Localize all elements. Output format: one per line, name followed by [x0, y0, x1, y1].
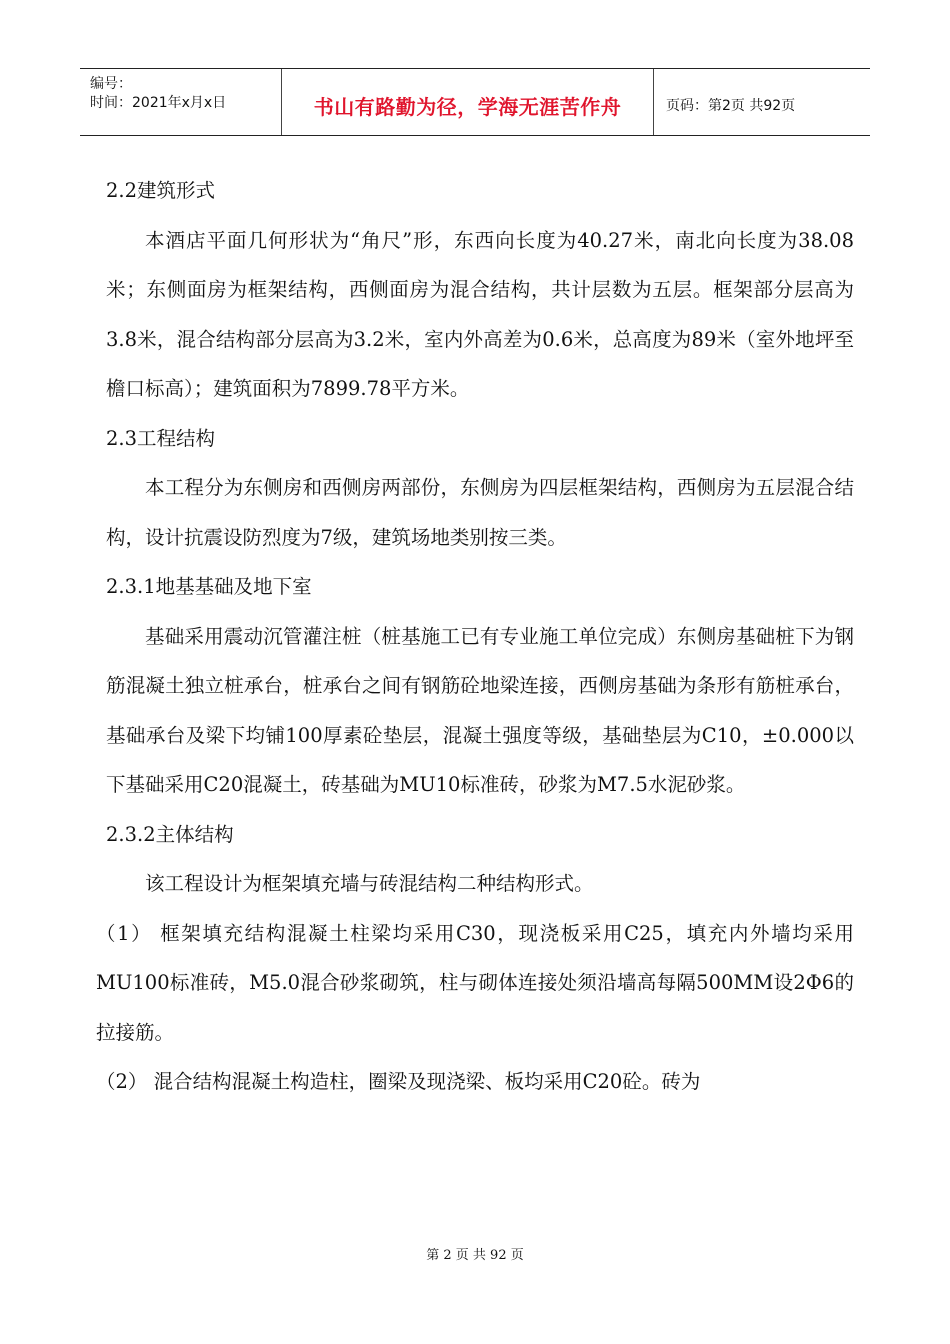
section-heading-2-3-2: 2.3.2主体结构	[106, 822, 234, 846]
list-item-1: （1） 框架填充结构混凝土柱梁均采用C30，现浇板采用C25，填充内外墙均采用MU100标准砖，M5.0混合砂浆砌筑，柱与砌体连接处须沿墙高每隔500MM设2Φ6的拉接筋。	[96, 921, 854, 1044]
page-header	[80, 68, 870, 136]
section-heading-2-3: 2.3工程结构	[106, 426, 216, 450]
section-heading-2-3-1: 2.3.1地基基础及地下室	[106, 575, 312, 598]
paragraph-main-structure: 该工程设计为框架填充墙与砖混结构二种结构形式。	[145, 872, 594, 895]
header-code-label: 编号：	[90, 76, 132, 92]
paragraph-structure: 本工程分为东侧房和西侧房两部份，东侧房为四层框架结构，西侧房为五层混合结构，设计抗震设防烈度为7级，建筑场地类别按三类。	[106, 476, 854, 549]
paragraph-foundation: 基础采用震动沉管灌注桩（桩基施工已有专业施工单位完成）东侧房基础桩下为钢筋混凝土独立桩承台，桩承台之间有钢筋砼地梁连接，西侧房基础为条形有筋桩承台，基础承台及梁下均铺100厚素砼垫层，混凝土强度等级，基础垫层为C10，±0.000以下基础采用C20混凝土，砖基础为MU10标准砖，砂浆为M7.5水泥砂浆。	[106, 624, 854, 796]
list-item-2: （2） 混合结构混凝土构造柱，圈梁及现浇梁、板均采用C20砼。砖为	[96, 1070, 701, 1093]
page-footer: 第 2 页 共 92 页	[426, 1248, 524, 1263]
paragraph-building-form: 本酒店平面几何形状为“角尺”形，东西向长度为40.27米，南北向长度为38.08米；东侧面房为框架结构，西侧面房为混合结构，共计层数为五层。框架部分层高为3.8米，混合结构部分层高为3.2米，室内外高差为0.6米，总高度为89米（室外地坪至檐口标高）；建筑面积为7899.78平方米。	[106, 228, 854, 400]
header-meta-cell	[80, 69, 282, 135]
header-motto: 书山有路勤为径，学海无涯苦作舟	[282, 69, 654, 135]
header-page-info: 页码：第2页 共92页	[666, 98, 796, 114]
header-time-label: 时间：2021年x月x日	[90, 95, 227, 111]
section-heading-2-2: 2.2建筑形式	[106, 179, 216, 202]
document-body	[96, 166, 854, 1107]
